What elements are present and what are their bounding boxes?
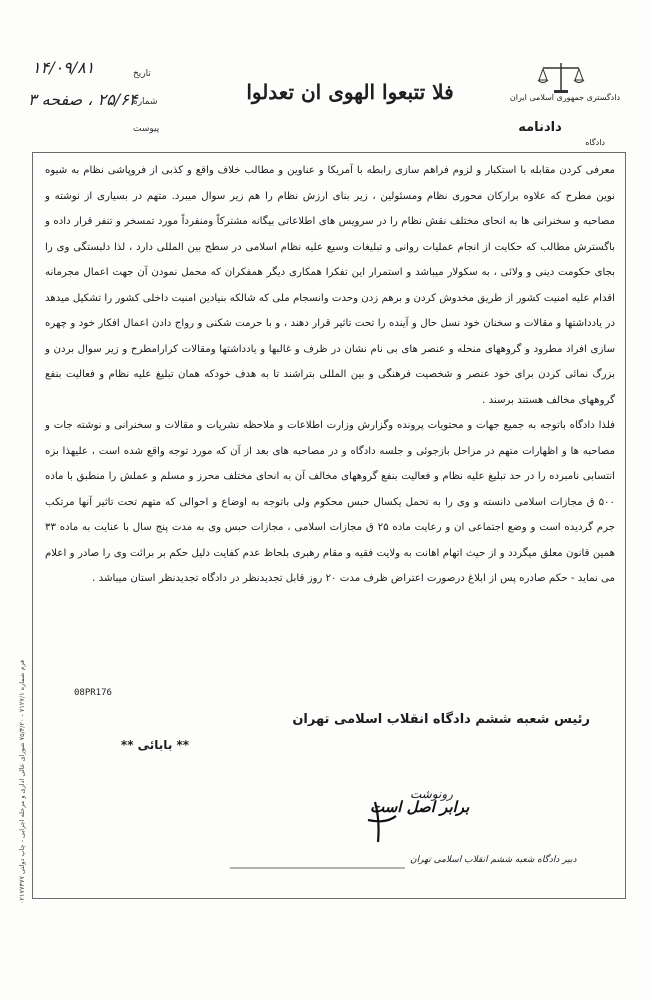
- stamp-line-3: دبیر دادگاه شعبه ششم انقلاب اسلامی تهران: [410, 855, 577, 865]
- signer-name: ** بابائی **: [120, 738, 190, 752]
- verdict-text: [45, 158, 615, 592]
- verdict-paragraph: معرفی کردن مقابله با استکبار و لزوم فراهم سازی رابطه با آمریکا و عناوین و مطالب خلاف واقع و کذبی از فروپاشی نظام به شیوه نوین مطرح که علاوه برارکان محوری نظام ومسئولین ، زیر بنای ارزش نظام را هم زیر سوال میبرد. متهم در بسیاری از نوشته و مصاحبه و سخنرانی ها به انحای مختلف نقش نظام را در سرویس های اطلاعاتی بیگانه مشترکاً ومنفرداً مورد تمسخر و تنفر قرار داده و باگسترش مطالب که حکایت از انجام عملیات روانی و تبلیغات وسیع علیه نظام اسلامی در سطح بین المللی دارد ، لذا دلبستگی وی را بجای حکومت دینی و ولائی ، به سکولار میباشد و استمرار این تفکرا همکاری دیگر همفکران که محمل نمودن آن جهت اعمال مجرمانه اقدام علیه امنیت کشور از طریق مخدوش کردن و برهم زدن وحدت وانسجام ملی که شالکه بنیادین امنیت داخلی کشور را تشکیل میدهد در یادداشتها و مقالات و سخنان خود نسل حال و آینده را تحت تاثیر قرار دهند ، و با حرمت شکنی و رواج دادن اعمال افکار خود و چهره سازی افراد مطرود و گروههای منحله و عنصر های بی نام نشان در ظرف و غالبها و یادداشتها ومقالات کرارامطرح و زیر سوال بردن و بزرگ نمائی کردن برای خود عنصر و شخصیت فرهنگی و بین المللی بتراشند تا به هدف خودکه همان تبلیغ علیه نظام و فعالیت بنفع گروههای مخالف هستند برسند .: [45, 165, 615, 406]
- slogan: فلا تتبعوا الهوی ان تعدلوا: [246, 80, 454, 104]
- certified-copy-stamp: [210, 780, 577, 875]
- scales-of-justice-icon: [535, 60, 587, 96]
- organization-name: دادگستری جمهوری اسلامی ایران: [509, 93, 620, 102]
- date-label: تاریخ: [133, 69, 151, 79]
- number-label: شماره: [133, 97, 158, 107]
- stamp-line-1: رونوشت: [410, 787, 453, 801]
- form-number-sidebar: فرم شماره ۷۱۲۷/۱ - ۷۵/۳/۲۰ شورای عالی اداری و مرحله اجرایی - چاپ دولتی ۰۲۱۷۷۳۷۷: [18, 660, 26, 905]
- date-value: ۱۴/۰۹/۸۱: [32, 58, 95, 77]
- stamp-line-2: برابر اصل است: [370, 798, 470, 816]
- court-label: دادگاه: [585, 138, 605, 147]
- verdict-paragraph: فلذا دادگاه باتوجه به جمیع جهات و محتویات پرونده وگزارش وزارت اطلاعات و ملاحظه نشریات و مقالات و سخنرانی و نوشته جات و مصاحبه ها و اظهارات متهم در مراحل بازجوئی و جلسه دادگاه و در مصاحبه های بعد از آن که مورد توجه واقع شده است ، علیهذا بزه انتسابی نامبرده را در حد تبلیغ علیه نظام و فعالیت بنفع گروههای مخالف آن به انحای مختلف محرز و مسلم و عملش را منطبق با ماده ۵۰۰ ق مجازات اسلامی دانسته و وی را به تحمل یکسال حبس محکوم ولی باتوجه به اوضاع و احوالی که متهم تحت تاثیر آنها مرتکب جرم گردیده است و وضع اجتماعی ان و رعایت ماده ۲۵ ق مجازات اسلامی ، مجازات حبس وی به مدت پنج سال با عنایت به ماده ۳۳ همین قانون معلق میگردد و از حیث اتهام اهانت به ولایت فقیه و مقام رهبری بلحاظ عدم کفایت دلیل حکم بر برائت وی را صادر و اعلام می نماید - حکم صادره پس از ابلاغ درصورت اعتراض ظرف مدت ۲۰ روز قابل تجدیدنظر در دادگاه تجدیدنظر استان میباشد .: [45, 420, 615, 584]
- document-type: دادنامه: [518, 120, 562, 135]
- reference-code: 08PR176: [74, 688, 112, 698]
- number-value: ۲۵/۶۴ ، صفحه ۳: [28, 90, 138, 109]
- attachment-label: پیوست: [133, 124, 160, 134]
- signer-title: رئیس شعبه ششم دادگاه انقلاب اسلامی تهران: [292, 712, 590, 727]
